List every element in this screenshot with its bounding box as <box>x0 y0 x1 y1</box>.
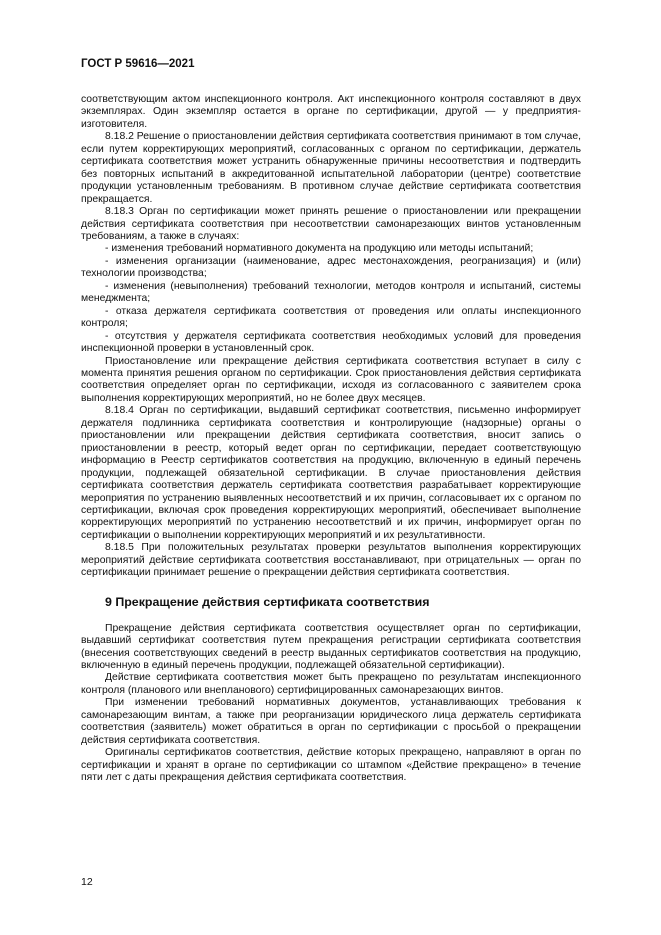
list-item: - изменения требований нормативного документа на продукцию или методы испытаний; <box>105 243 534 255</box>
paragraph-originals: Оригиналы сертификатов соответствия, действие которых прекращено, направляют в орган по сертификации и хранят в органе по сертификации со штампом «Действие прекращено» в течение пяти лет с даты прекращения действия сертификата соответствия. <box>81 747 581 784</box>
paragraph-8-18-5: 8.18.5 При положительных результатах проверки результатов выполнения корректирующих мероприятий действие сертификата соответствия восстанавливают, при отрицательных — орган по сертификации принимает решение о прекращении действия сертификата соответствия. <box>81 542 581 579</box>
list-item: - изменения организации (наименование, адрес местонахождения, реогранизация) и (или) технологии производства; <box>81 255 581 280</box>
paragraph-act-continuation: соответствующим актом инспекционного контроля. Акт инспекционного контроля составляют в двух экземплярах. Один экземпляр остается в органе по сертификации, другой — у предприятия-изготовителя. <box>81 94 581 130</box>
section-heading: 9 Прекращение действия сертификата соответствия <box>105 594 430 609</box>
list-item: - отсутствия у держателя сертификата соответствия необходимых условий для проведения инспекционной проверки в установленный срок. <box>81 330 581 355</box>
document-body <box>81 94 581 785</box>
paragraph-termination: Прекращение действия сертификата соответствия осуществляет орган по сертификации, выдавший сертификат соответствия путем прекращения регистрации сертификата соответствия (внесения соответствующих сведений в реестр выданных сертификатов соответствия на продукцию, включенную в единый перечень продукции, подлежащей обязательной сертификации). <box>81 622 581 672</box>
paragraph-termination-grounds: Действие сертификата соответствия может быть прекращено по результатам инспекционного контроля (планового или внепланового) сертифицированных самонарезающих винтов. <box>81 672 581 696</box>
paragraph-8-18-2: 8.18.2 Решение о приостановлении действия сертификата соответствия принимают в том случае, если путем корректирующих мероприятий, согласованных с органом по сертификации, держатель сертификата соответствия может устранить обнаруженные причины несоответствия и подтвердить без повторных испытаний в аккредитованной испытательной лаборатории (центре) соответствие продукции установленным требованиям. В противном случае действие сертификата соответствия прекращается. <box>81 131 581 205</box>
paragraph-8-18-4: 8.18.4 Орган по сертификации, выдавший сертификат соответствия, письменно информирует держателя подлинника сертификата соответствия и контролирующие (надзорные) органы о приостановлении или прекращении действия сертификата соответствия, вносит запись о приостановлении в реестр, который ведет орган по сертификации, передает соответствующую информацию в Реестр сертификатов соответствия на продукцию, включенную в единый перечень продукции, подлежащей обязательной сертификации. В случае приостановления действия сертификата соответствия держатель сертификата соответствия разрабатывает корректирующие мероприятия по устранению выявленных несоответствий и их причин, согласовывает их с органом по сертификации, включая срок проведения корректирующих мероприятий, обеспечивает выполнение корректирующих мероприятий по устранению несоответствий и их причин, информирует орган по сертификации о выполнении корректирующих мероприятий и их результативности. <box>81 405 581 541</box>
paragraph-suspension-effect: Приостановление или прекращение действия сертификата соответствия вступает в силу с момента принятия решения органом по сертификации. Срок приостановления действия сертификата соответствия определяет орган по сертификации, исходя из согласованного с заявителем срока выполнения корректирующих мероприятий, но не более двух месяцев. <box>81 355 581 404</box>
page-number: 12 <box>81 876 93 888</box>
list-item: - изменения (невыполнения) требований технологии, методов контроля и испытаний, системы менеджмента; <box>81 280 581 305</box>
list-item: - отказа держателя сертификата соответствия от проведения или оплаты инспекционного контроля; <box>81 305 581 330</box>
paragraph-requirements-change: При изменении требований нормативных документов, устанавливающих требования к самонарезающим винтам, а также при реорганизации юридического лица держатель сертификата соответствия (заявитель) может обратиться в орган по сертификации с просьбой о прекращении действия сертификата соответствия. <box>81 697 581 746</box>
paragraph-8-18-3: 8.18.3 Орган по сертификации может принять решение о приостановлении или прекращении действия сертификата соответствия при несоответствии самонарезающих винтов установленным требованиям, а также в случаях: <box>81 206 581 242</box>
document-header: ГОСТ Р 59616—2021 <box>81 58 195 70</box>
